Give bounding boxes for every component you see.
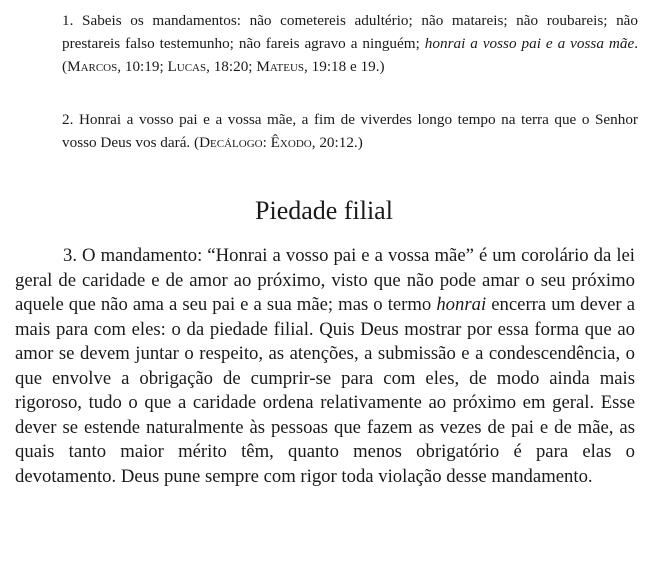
reference-location: , 10:19; bbox=[117, 58, 168, 75]
footnote-text-punct: . ( bbox=[62, 35, 638, 75]
footnote-1 bbox=[62, 9, 638, 78]
footnote-text: Honrai a vosso pai e a vossa mãe, a fim de viverdes longo tempo na terra que o Senhor vosso Deus vos dará. ( bbox=[62, 111, 638, 151]
reference-location: , 19:18 e 19.) bbox=[304, 58, 385, 75]
reference-location: , 20:12.) bbox=[311, 134, 363, 151]
footnote-italic-quote: honrai a vosso pai e a vossa mãe bbox=[424, 35, 635, 52]
reference-separator: : bbox=[262, 134, 271, 151]
paragraph-number: 3. bbox=[63, 245, 78, 266]
reference-name: Decálogo bbox=[199, 134, 263, 151]
footnote-2 bbox=[62, 108, 638, 154]
footnote-number: 2. bbox=[62, 111, 74, 128]
reference-location: , 18:20; bbox=[206, 58, 257, 75]
reference-name: Mateus bbox=[256, 58, 305, 75]
body-paragraph bbox=[15, 244, 635, 489]
footnote-text: Sabeis os mandamentos: não cometereis adultério; não matareis; não roubareis; não prestareis falso testemunho; não fareis agravo a ninguém; bbox=[62, 12, 639, 52]
section-heading: Piedade filial bbox=[255, 196, 393, 225]
paragraph-text-continued: encerra um dever a mais para com eles: o da piedade filial. Quis Deus mostrar por essa forma que ao amor se devem juntar o respeito, as atenções, a submissão e a condescendência, o que envolve a obrigação de cumprir-se para com eles, de modo ainda mais rigoroso, tudo o que a caridade ordena relativamente ao próximo em geral. Esse dever se estende naturalmente às pessoas que fazem as vezes de pai e de mãe, as quais tanto maior mérito têm, quanto menos obrigatório é para elas o devotamento. Deus pune sempre com rigor toda violação desse mandamento. bbox=[15, 294, 635, 487]
footnote-number: 1. bbox=[62, 12, 74, 29]
reference-book: Êxodo bbox=[270, 134, 312, 151]
paragraph-italic-term: honrai bbox=[436, 294, 487, 316]
paragraph-text: O mandamento: “Honrai a vosso pai e a vossa mãe” é um corolário da lei geral de caridade e de amor ao próximo, visto que não pode amar o seu próximo aquele que não ama a seu pai e a sua mãe; mas o termo bbox=[15, 245, 635, 316]
reference-name: Marcos bbox=[67, 58, 118, 75]
reference-name: Lucas bbox=[167, 58, 207, 75]
